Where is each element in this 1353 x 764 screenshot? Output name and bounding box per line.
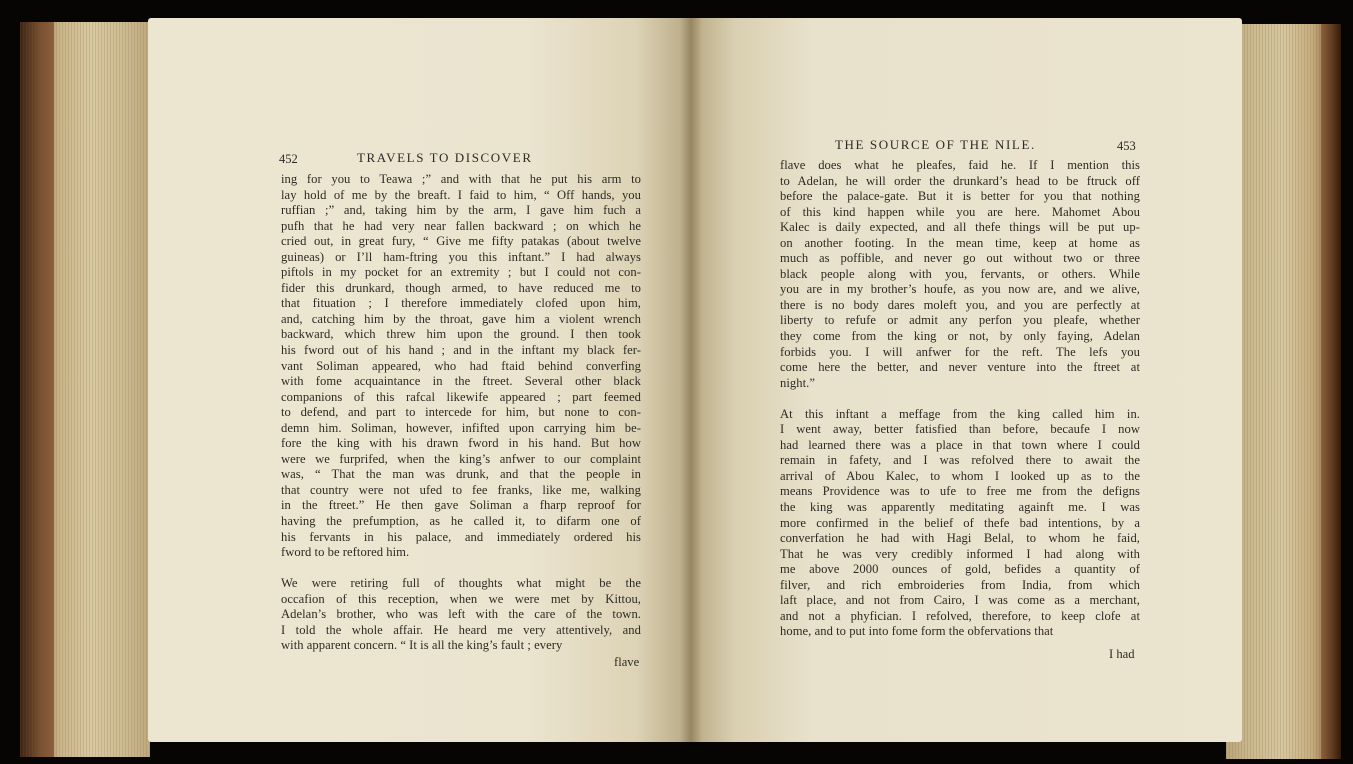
text-line: before the palace-gate. But it is better for you that nothing — [780, 189, 1140, 204]
text-line: cried out, in great fury, “ Give me fifty patakas (about twelve — [281, 234, 641, 249]
right-page-block-edge — [1226, 24, 1341, 759]
text-line: fider this drunkard, though armed, to have reduced me to — [281, 280, 641, 295]
text-line: We were retiring full of thoughts what might be the — [281, 576, 641, 591]
text-line: me above 2000 ounces of gold, befides a quantity of — [780, 562, 1140, 577]
text-line: means Providence was to ufe to free me from the defigns — [780, 484, 1140, 499]
text-line: and, catching him by the throat, gave him a violent wrench — [281, 311, 641, 326]
text-line: demn him. Soliman, however, infifted upon carrying him be- — [281, 420, 641, 435]
left-page-edges — [20, 22, 150, 757]
text-line: and not a phyfician. I refolved, therefore, to keep clofe at — [780, 608, 1140, 623]
text-line: guineas) or I’ll ham-ftring you this inftant.” I had always — [281, 249, 641, 264]
right-catchword: I had — [1109, 647, 1135, 661]
text-line: more confirmed in the belief of thefe bad intentions, by a — [780, 515, 1140, 530]
text-line: I told the whole affair. He heard me very attentively, and — [281, 622, 641, 637]
text-line — [780, 391, 1140, 407]
right-page-number: 453 — [1117, 139, 1136, 153]
text-line: of this kind happen while you are here. Mahomet Abou — [780, 204, 1140, 219]
text-line: with apparent concern. “ It is all the king’s fault ; every — [281, 638, 563, 653]
text-line: Kalec is daily expected, and all thefe things will be put up- — [780, 220, 1140, 235]
text-line: was, “ That the man was drunk, and that the people in — [281, 467, 641, 482]
text-line: forbids you. I will anfwer for the reft. The lefs you — [780, 344, 1140, 359]
text-line: that country were not ufed to fee franks, like me, walking — [281, 482, 641, 497]
right-page-body — [780, 158, 1140, 640]
text-line: having the prefumption, as he called it, to difarm one of — [281, 514, 641, 529]
text-line: pufh that he had very near fallen backward ; on which he — [281, 218, 641, 233]
text-line: had learned there was a place in that town where I could — [780, 437, 1140, 452]
text-line: laft place, and not from Cairo, I was come as a merchant, — [780, 593, 1140, 608]
left-page-block-edge — [20, 22, 150, 757]
text-line: night.” — [780, 375, 815, 390]
text-line: home, and to put into fome form the obfervations that — [780, 624, 1054, 639]
text-line: with fome acquaintance in the ftreet. Several other black — [281, 374, 641, 389]
text-line: filver, and rich embroideries from India, from which — [780, 577, 1140, 592]
text-line: fword to be reftored him. — [281, 545, 410, 560]
text-line: occafion of this reception, when we were met by Kittou, — [281, 591, 641, 606]
text-line: were we furprifed, when the king’s anfwer to our complaint — [281, 451, 641, 466]
text-line: vant Soliman appeared, who had ftaid behind converfing — [281, 358, 641, 373]
text-line: At this inftant a meffage from the king called him in. — [780, 406, 1140, 421]
left-running-head: TRAVELS TO DISCOVER — [357, 150, 533, 165]
text-line: remain in fafety, and I was refolved there to await the — [780, 453, 1140, 468]
text-line: his fervants in his palace, and immediately ordered his — [281, 529, 641, 544]
text-line: converfation he had with Hagi Belal, to whom he faid, — [780, 531, 1140, 546]
text-line: you are in my brother’s houfe, as you now are, and we alive, — [780, 282, 1140, 297]
text-line: to Adelan, he will order the drunkard’s head to be ftruck off — [780, 173, 1140, 188]
left-page-body — [281, 172, 641, 654]
text-line: ruffian ;” and, taking him by the arm, I gave him fuch a — [281, 203, 641, 218]
text-line: That he was very credibly informed I had along with — [780, 546, 1140, 561]
text-line: arrival of Abou Kalec, to whom I looked up as to the — [780, 468, 1140, 483]
text-line: liberty to refufe or admit any perfon you pleafe, whether — [780, 313, 1140, 328]
text-line: they come from the king or not, by only faying, Adelan — [780, 329, 1140, 344]
text-line: fore the king with his drawn fword in his hand. But how — [281, 436, 641, 451]
left-page-number: 452 — [279, 152, 298, 166]
text-line: ing for you to Teawa ;” and with that he put his arm to — [281, 172, 641, 186]
book-gutter — [680, 18, 702, 742]
text-line: his fword out of his hand ; and in the inftant my black fer- — [281, 343, 641, 358]
text-line: on another footing. In the mean time, keep at home as — [780, 235, 1140, 250]
text-line: the king was apparently meditating againft me. I was — [780, 500, 1140, 515]
text-line: flave does what he pleafes, faid he. If I mention this — [780, 158, 1140, 172]
text-line: lay hold of me by the breaft. I faid to him, “ Off hands, you — [281, 187, 641, 202]
text-line: to defend, and part to intercede for him, but none to con- — [281, 405, 641, 420]
right-cover-board — [1321, 24, 1341, 759]
text-line: much as poffible, and never go out without two or three — [780, 251, 1140, 266]
text-line: I went away, better fatisfied than before, becaufe I now — [780, 422, 1140, 437]
text-line: there is no body dares moleft you, and you are perfectly at — [780, 297, 1140, 312]
text-line: backward, which threw him upon the ground. I then took — [281, 327, 641, 342]
text-line — [281, 561, 641, 577]
left-catchword: flave — [614, 655, 640, 669]
text-line: Adelan’s brother, who was left with the care of the town. — [281, 607, 641, 622]
text-line: black people along with you, fervants, or others. While — [780, 266, 1140, 281]
text-line: come here the better, and never venture into the ftreet at — [780, 360, 1140, 375]
text-line: that fituation ; I therefore immediately clofed upon him, — [281, 296, 641, 311]
text-line: in the ftreet.” He then gave Soliman a fharp reproof for — [281, 498, 641, 513]
right-running-head: THE SOURCE OF THE NILE. — [835, 137, 1036, 152]
text-line: companions of this rafcal likewife appeared ; part feemed — [281, 389, 641, 404]
text-line: piftols in my pocket for an extremity ; but I could not con- — [281, 265, 641, 280]
